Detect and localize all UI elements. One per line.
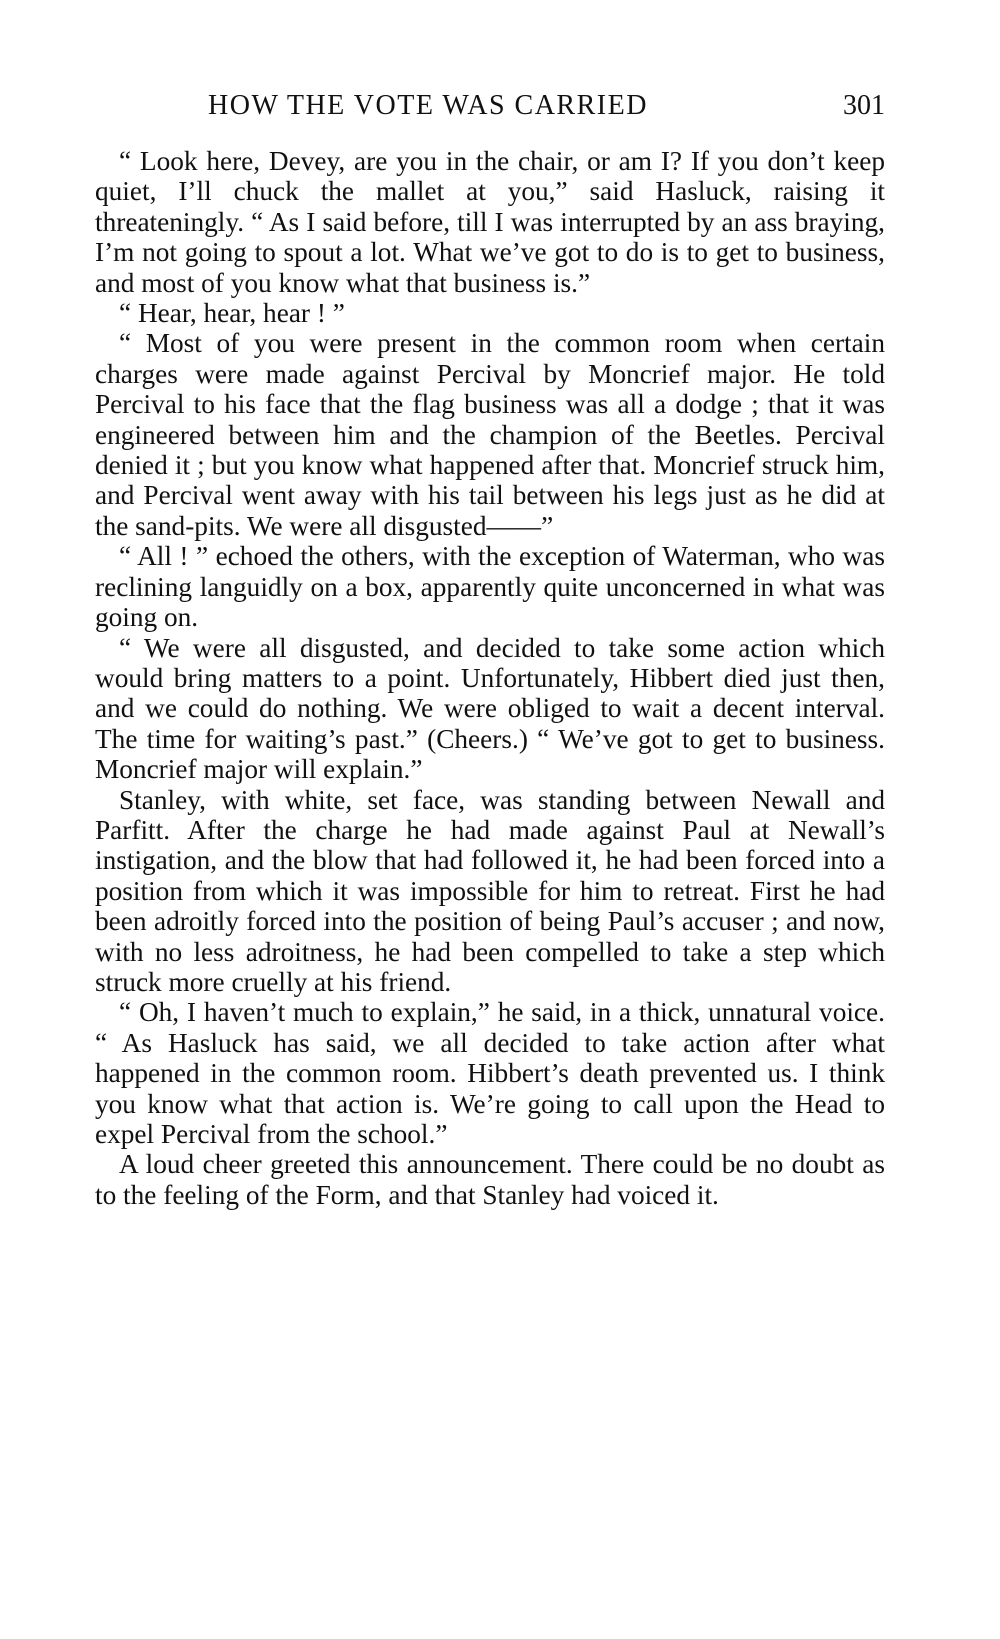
page-number: 301 (843, 90, 885, 121)
paragraph: “ Look here, Devey, are you in the chair, or am I? If you don’t keep quiet, I’ll chuck the mallet at you,” said Hasluck, raising it threateningly. “ As I said before, till I was interrupted by an ass braying, I’m not going to spout a lot. What we’ve got to do is to get to business, and most of you know what that business is.” (95, 146, 885, 298)
paragraph: “ Most of you were present in the common room when certain charges were made against Percival by Moncrief major. He told Percival to his face that the flag business was all a dodge ; that it was engineered between him and the champion of the Beetles. Percival denied it ; but you know what happened after that. Moncrief struck him, and Percival went away with his tail between his legs just as he did at the sand-pits. We were all disgusted——” (95, 328, 885, 541)
paragraph: “ We were all disgusted, and decided to take some action which would bring matters to a point. Unfortunately, Hibbert died just then, and we could do nothing. We were obliged to wait a decent interval. The time for waiting’s past.” (Cheers.) “ We’ve got to get to business. Moncrief major will explain.” (95, 632, 885, 785)
paragraph: A loud cheer greeted this announcement. There could be no doubt as to the feeling of the Form, and that Stanley had voiced it. (95, 1149, 885, 1210)
paragraph: Stanley, with white, set face, was standing between Newall and Parfitt. After the charge he had made against Paul at Newall’s instigation, and the blow that had followed it, he had been forced into a position from which it was impossible for him to retreat. First he had been adroitly forced into the position of being Paul’s accuser ; and now, with no less adroitness, he had been compelled to take a step which struck more cruelly at his friend. (95, 784, 885, 997)
paragraph: “ Oh, I haven’t much to explain,” he said, in a thick, unnatural voice. “ As Hasluck has said, we all decided to take action after what happened in the common room. Hibbert’s death prevented us. I think you know what that action is. We’re going to call upon the Head to expel Percival from the school.” (95, 997, 885, 1149)
paragraph: “ All ! ” echoed the others, with the exception of Waterman, who was reclining languidly on a box, apparently quite unconcerned in what was going on. (95, 541, 885, 633)
body-text (95, 146, 885, 1210)
running-title: HOW THE VOTE WAS CARRIED (208, 90, 648, 121)
page-header (95, 88, 885, 124)
paragraph: “ Hear, hear, hear ! ” (119, 298, 345, 329)
